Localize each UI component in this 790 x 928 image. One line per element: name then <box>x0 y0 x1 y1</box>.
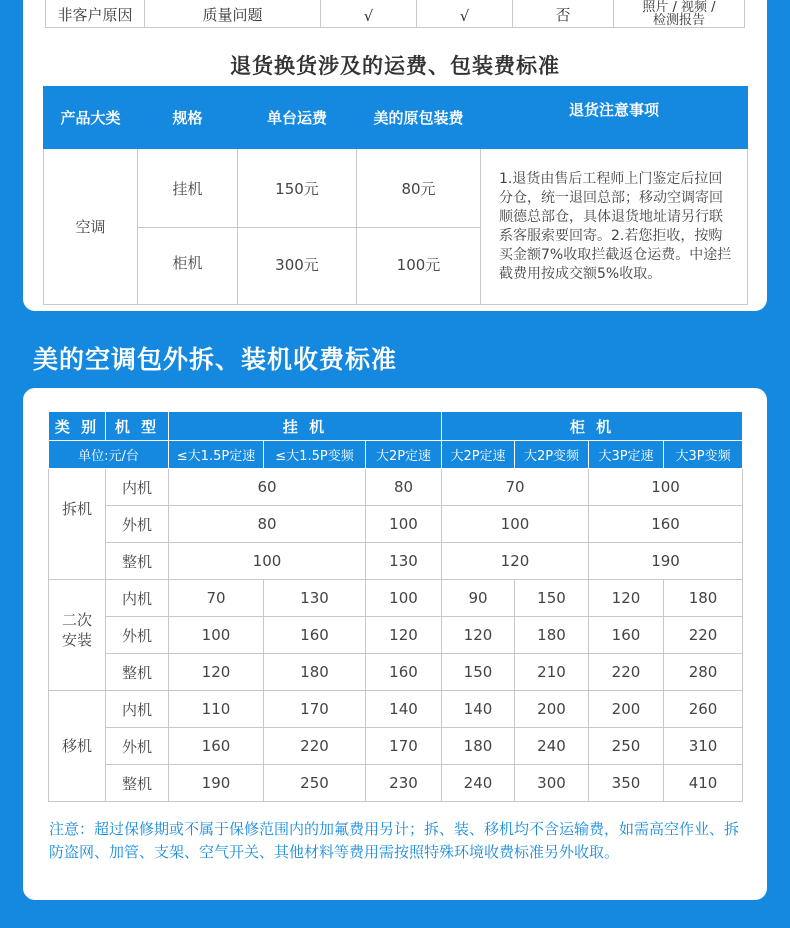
price-cell: 130 <box>366 543 442 580</box>
price-cell: 100 <box>169 543 366 580</box>
model-cell: 内机 <box>106 580 169 617</box>
group-name-line: 安装 <box>61 631 92 649</box>
price-cell: 150 <box>515 580 589 617</box>
header-category: 类 别 <box>49 412 106 441</box>
model-cell: 外机 <box>106 617 169 654</box>
model-cell: 整机 <box>106 765 169 802</box>
check-mark: √ <box>321 0 417 28</box>
return-fee-card <box>23 0 767 311</box>
header-col: ≤大1.5P定速 <box>169 441 264 469</box>
price-cell: 160 <box>366 654 442 691</box>
price-cell: 70 <box>442 469 589 506</box>
reason-value: 否 <box>513 0 614 28</box>
header-packaging: 美的原包装费 <box>357 87 481 149</box>
price-cell: 120 <box>442 543 589 580</box>
header-col: 大3P变频 <box>664 441 743 469</box>
spec-cell: 挂机 <box>138 149 238 228</box>
model-cell: 内机 <box>106 691 169 728</box>
price-cell: 180 <box>664 580 743 617</box>
header-col: 大2P定速 <box>366 441 442 469</box>
price-cell: 80 <box>366 469 442 506</box>
check-mark: √ <box>417 0 513 28</box>
price-cell: 200 <box>589 691 664 728</box>
reason-label: 非客户原因 <box>46 0 145 28</box>
price-cell: 300 <box>515 765 589 802</box>
price-cell: 110 <box>169 691 264 728</box>
price-cell: 190 <box>169 765 264 802</box>
price-cell: 80 <box>169 506 366 543</box>
price-cell: 100 <box>442 506 589 543</box>
price-cell: 90 <box>442 580 515 617</box>
packaging-cell: 80元 <box>357 149 481 228</box>
fee-table <box>43 86 748 305</box>
price-cell: 150 <box>442 654 515 691</box>
model-cell: 外机 <box>106 506 169 543</box>
price-cell: 220 <box>589 654 664 691</box>
price-cell: 60 <box>169 469 366 506</box>
price-cell: 200 <box>515 691 589 728</box>
model-cell: 内机 <box>106 469 169 506</box>
price-cell: 180 <box>515 617 589 654</box>
header-spec: 规格 <box>138 87 238 149</box>
price-cell: 310 <box>664 728 743 765</box>
price-cell: 280 <box>664 654 743 691</box>
model-cell: 整机 <box>106 654 169 691</box>
price-cell: 170 <box>264 691 366 728</box>
group-relocate: 移机 <box>49 691 106 802</box>
price-cell: 100 <box>366 580 442 617</box>
price-cell: 160 <box>589 617 664 654</box>
price-cell: 170 <box>366 728 442 765</box>
price-cell: 120 <box>366 617 442 654</box>
packaging-cell: 100元 <box>357 228 481 305</box>
price-cell: 120 <box>442 617 515 654</box>
evidence-line: 检测报告 <box>652 13 705 28</box>
shipping-cell: 150元 <box>238 149 357 228</box>
price-section-title: 美的空调包外拆、装机收费标准 <box>33 345 398 374</box>
spec-cell: 柜机 <box>138 228 238 305</box>
header-model: 机 型 <box>106 412 169 441</box>
price-cell: 350 <box>589 765 664 802</box>
price-cell: 100 <box>589 469 743 506</box>
price-cell: 120 <box>589 580 664 617</box>
price-cell: 100 <box>169 617 264 654</box>
price-cell: 260 <box>664 691 743 728</box>
price-cell: 250 <box>589 728 664 765</box>
header-wall-unit: 挂 机 <box>169 412 442 441</box>
price-cell: 160 <box>264 617 366 654</box>
price-cell: 220 <box>664 617 743 654</box>
header-cabinet-unit: 柜 机 <box>442 412 743 441</box>
price-cell: 230 <box>366 765 442 802</box>
header-col: 大3P定速 <box>589 441 664 469</box>
model-cell: 整机 <box>106 543 169 580</box>
header-col: 大2P变频 <box>515 441 589 469</box>
price-cell: 180 <box>264 654 366 691</box>
price-cell: 100 <box>366 506 442 543</box>
price-cell: 220 <box>264 728 366 765</box>
price-cell: 240 <box>442 765 515 802</box>
header-col: 大2P定速 <box>442 441 515 469</box>
group-reinstall <box>49 580 106 691</box>
price-cell: 140 <box>442 691 515 728</box>
price-cell: 250 <box>264 765 366 802</box>
fee-section-title: 退货换货涉及的运费、包装费标准 <box>230 54 560 78</box>
price-cell: 180 <box>442 728 515 765</box>
price-cell: 70 <box>169 580 264 617</box>
shipping-cell: 300元 <box>238 228 357 305</box>
evidence-cell <box>614 0 745 28</box>
price-cell: 240 <box>515 728 589 765</box>
reason-type: 质量问题 <box>145 0 321 28</box>
install-fee-card <box>23 388 767 900</box>
header-category: 产品大类 <box>44 87 138 149</box>
header-unit: 单位:元/台 <box>49 441 169 469</box>
header-notes: 退货注意事项 <box>481 87 748 149</box>
footnote: 注意：超过保修期或不属于保修范围内的加氟费用另计；拆、装、移机均不含运输费，如需高空作业、拆防盗网、加管、支架、空气开关、其他材料等费用需按照特殊环境收费标准另外收取。 <box>49 820 740 861</box>
header-col: ≤大1.5P变频 <box>264 441 366 469</box>
category-cell: 空调 <box>44 149 138 305</box>
price-cell: 190 <box>589 543 743 580</box>
price-cell: 160 <box>169 728 264 765</box>
header-shipping: 单台运费 <box>238 87 357 149</box>
price-cell: 410 <box>664 765 743 802</box>
install-price-table <box>48 411 743 802</box>
price-cell: 160 <box>589 506 743 543</box>
price-cell: 210 <box>515 654 589 691</box>
return-reason-row <box>45 0 745 28</box>
group-name-line: 二次 <box>61 611 92 629</box>
model-cell: 外机 <box>106 728 169 765</box>
price-cell: 130 <box>264 580 366 617</box>
price-cell: 140 <box>366 691 442 728</box>
price-cell: 120 <box>169 654 264 691</box>
evidence-line: 照片 / 视频 / <box>642 0 716 15</box>
return-note: 1.退货由售后工程师上门鉴定后拉回分仓，统一退回总部；移动空调寄回顺德总部仓，具体退货地址请另行联系客服索要回寄。2.若您拒收，按购买金额7%收取拦截返仓运费。中途拦截费用按成交额5%收取。 <box>481 149 748 305</box>
group-dismantle: 拆机 <box>49 469 106 580</box>
